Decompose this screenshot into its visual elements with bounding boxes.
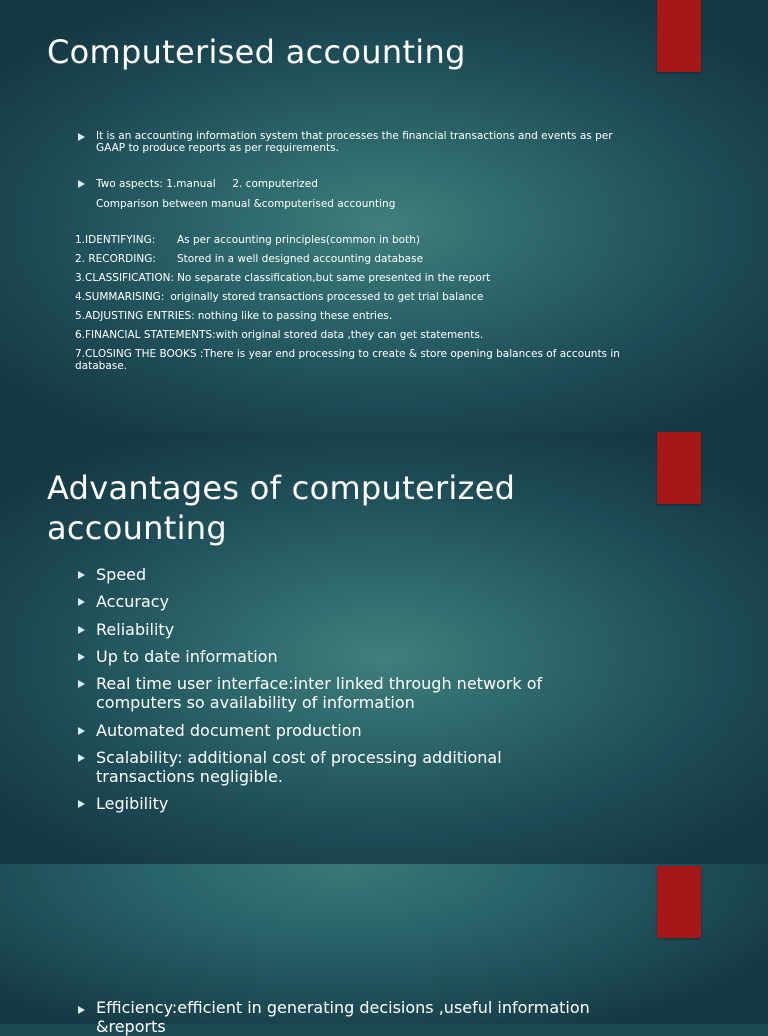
item-label: 5.ADJUSTING ENTRIES: xyxy=(75,310,195,322)
item-text: Real time user interface:inter linked through network of computers so availability of information xyxy=(96,674,543,712)
slide-computerised-accounting xyxy=(0,0,768,432)
bullet-arrow-icon xyxy=(78,571,85,579)
list-item xyxy=(75,235,635,254)
bullet-arrow-icon xyxy=(78,653,85,661)
bullet-arrow-icon xyxy=(78,626,85,634)
bullet-arrow-icon xyxy=(78,1006,85,1014)
item-text: Accuracy xyxy=(96,592,170,611)
accent-bar xyxy=(657,866,701,938)
item-desc: originally stored transactions processed to get trial balance xyxy=(170,291,484,303)
item-label: 6.FINANCIAL STATEMENTS: xyxy=(75,329,216,341)
list-item xyxy=(75,349,635,372)
comparison-line: Comparison between manual &computerised accounting xyxy=(96,198,396,210)
item-text: Up to date information xyxy=(96,647,278,666)
item-label: 7.CLOSING THE BOOKS : xyxy=(75,348,204,360)
bullet-text: Two aspects: 1.manual 2. computerized xyxy=(96,178,318,190)
slide-advantages xyxy=(0,432,768,864)
item-desc: nothing like to passing these entries. xyxy=(197,310,393,322)
list-item xyxy=(75,311,635,330)
slide-advantages-continued xyxy=(0,864,768,1036)
comparison-list xyxy=(75,235,635,372)
list-item xyxy=(75,292,635,311)
item-text: Scalability: additional cost of processing additional transactions negligible. xyxy=(96,748,502,786)
bullet-arrow-icon xyxy=(78,680,85,688)
accent-bar xyxy=(657,432,701,504)
item-desc: As per accounting principles(common in both) xyxy=(177,234,420,246)
item-desc: No separate classification,but same presented in the report xyxy=(177,272,491,284)
bullet-arrow-icon xyxy=(78,727,85,735)
accent-bar xyxy=(657,0,701,72)
list-item xyxy=(75,330,635,349)
item-text: Legibility xyxy=(96,794,169,813)
item-desc: with original stored data ,they can get statements. xyxy=(215,329,484,341)
slide-title: Computerised accounting xyxy=(47,33,466,71)
list-item xyxy=(75,273,635,292)
bullet-arrow-icon xyxy=(78,598,85,606)
bullet-arrow-icon xyxy=(78,754,85,762)
item-label: 1.IDENTIFYING: xyxy=(75,234,156,246)
item-text: Efficiency:efficient in generating decisions ,useful information &reports xyxy=(96,998,590,1036)
item-label: 2. RECORDING: xyxy=(75,253,156,265)
bullet-text: It is an accounting information system that processes the financial transactions and events as per GAAP to produce reports as per requirements. xyxy=(96,130,613,154)
item-text: Automated document production xyxy=(96,721,362,740)
item-desc: There is year end processing to create & store opening balances of accounts in database. xyxy=(75,348,620,372)
list-item xyxy=(75,254,635,273)
item-text: Speed xyxy=(96,565,147,584)
slide-title: Advantages of computerized accounting xyxy=(47,469,516,547)
bullet-arrow-icon xyxy=(78,800,85,808)
item-label: 4.SUMMARISING: xyxy=(75,291,165,303)
item-label: 3.CLASSIFICATION: xyxy=(75,272,175,284)
item-desc: Stored in a well designed accounting database xyxy=(177,253,424,265)
bullet-arrow-icon xyxy=(78,180,85,188)
item-text: Reliability xyxy=(96,620,175,639)
bullet-arrow-icon xyxy=(78,133,85,141)
